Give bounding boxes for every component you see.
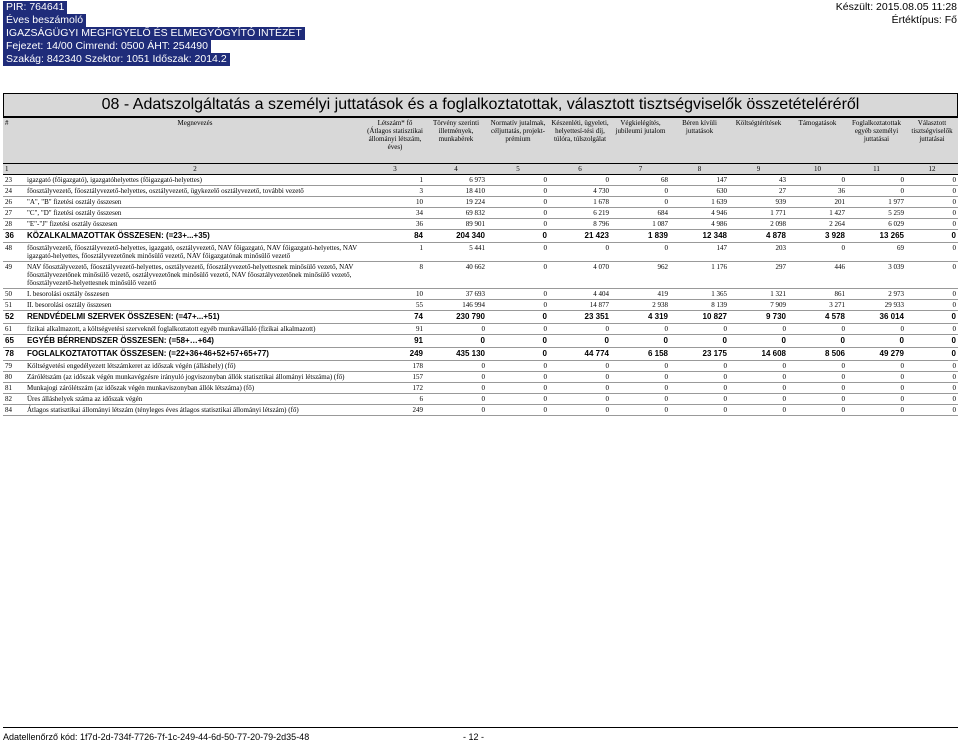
row-value: 0 <box>952 187 956 195</box>
row-value: 91 <box>414 336 423 345</box>
row-value: 1 639 <box>711 198 727 206</box>
table-row <box>3 197 958 208</box>
row-label: EGYÉB BÉRRENDSZER ÖSSZESEN: (=58+…+64) <box>27 336 214 345</box>
column-number: 6 <box>549 164 611 175</box>
data-table <box>3 117 958 416</box>
col-fringe: Béren kívüli juttatások <box>670 118 729 164</box>
verification-code: Adatellenőrző kód: 1f7d-2d-734f-7726-7f-1c-249-44-6d-50-77-20-79-2d35-48 <box>3 732 310 742</box>
column-number: 11 <box>847 164 906 175</box>
row-value: 0 <box>952 406 956 414</box>
column-number-row <box>3 164 958 175</box>
row-value: 0 <box>782 362 786 370</box>
row-value: 0 <box>481 362 485 370</box>
row-label: II. besorolási osztály összesen <box>27 301 112 309</box>
row-value: 1 771 <box>770 209 786 217</box>
column-number: 9 <box>729 164 788 175</box>
chapter-info: Fejezet: 14/00 Cimrend: 0500 ÁHT: 254490 <box>3 40 211 53</box>
row-value: 1 087 <box>652 220 668 228</box>
row-value: 204 340 <box>456 231 485 240</box>
column-number: 3 <box>365 164 425 175</box>
row-value: 0 <box>841 362 845 370</box>
row-value: 939 <box>775 198 786 206</box>
row-value: 0 <box>664 198 668 206</box>
row-value: 2 973 <box>888 290 904 298</box>
row-value: 0 <box>841 406 845 414</box>
row-value: 19 224 <box>465 198 485 206</box>
row-value: 0 <box>900 325 904 333</box>
row-value: 0 <box>723 406 727 414</box>
footer-divider <box>3 727 958 728</box>
column-number: 10 <box>788 164 847 175</box>
row-value: 419 <box>657 290 668 298</box>
col-salaries: Törvény szerinti illetmények, munkabérek <box>425 118 487 164</box>
row-value: 3 928 <box>824 231 845 240</box>
row-value: 0 <box>605 384 609 392</box>
column-number: 4 <box>425 164 487 175</box>
row-value: 23 351 <box>584 312 609 321</box>
row-value: 1 678 <box>593 198 609 206</box>
row-value: 0 <box>723 395 727 403</box>
row-value: 1 977 <box>888 198 904 206</box>
row-value: 2 938 <box>652 301 668 309</box>
row-id: 78 <box>5 349 14 358</box>
row-value: 0 <box>604 336 609 345</box>
column-number: 2 <box>25 164 365 175</box>
column-header-row <box>3 118 958 164</box>
row-value: 0 <box>542 312 547 321</box>
row-value: 6 <box>419 395 423 403</box>
table-row <box>3 311 958 324</box>
col-normative-bonus: Normatív jutalmak, céljuttatás, projekt-prémium <box>487 118 549 164</box>
row-value: 12 348 <box>702 231 727 240</box>
row-value: 6 973 <box>469 176 485 184</box>
row-label: főosztályvezető, főosztályvezető-helyettes, osztályvezető, ügykezelő osztályvezető, további vezető <box>27 187 304 195</box>
row-value: 0 <box>952 220 956 228</box>
row-value: 0 <box>781 336 786 345</box>
row-value: 8 796 <box>593 220 609 228</box>
column-number: 5 <box>487 164 549 175</box>
row-value: 1 176 <box>711 263 727 271</box>
row-value: 0 <box>840 336 845 345</box>
row-value: 0 <box>722 336 727 345</box>
table-row <box>3 219 958 230</box>
row-value: 0 <box>723 362 727 370</box>
row-value: 1 427 <box>829 209 845 217</box>
row-value: 8 506 <box>824 349 845 358</box>
row-value: 2 264 <box>829 220 845 228</box>
row-id: 48 <box>5 244 12 252</box>
row-value: 0 <box>782 406 786 414</box>
row-value: 0 <box>663 336 668 345</box>
table-row <box>3 383 958 394</box>
row-value: 0 <box>951 336 956 345</box>
row-value: 13 265 <box>879 231 904 240</box>
row-value: 0 <box>782 325 786 333</box>
row-value: 0 <box>605 176 609 184</box>
row-value: 0 <box>480 336 485 345</box>
table-row <box>3 230 958 243</box>
row-value: 249 <box>412 406 423 414</box>
row-label: Költségvetési engedélyezett létszámkeret az időszak végén (álláshely) (fő) <box>27 362 236 370</box>
row-value: 3 271 <box>829 301 845 309</box>
row-id: 82 <box>5 395 12 403</box>
row-value: 55 <box>416 301 423 309</box>
row-value: 10 <box>416 198 423 206</box>
table-row <box>3 262 958 289</box>
row-value: 172 <box>412 384 423 392</box>
row-value: 861 <box>834 290 845 298</box>
row-value: 0 <box>605 406 609 414</box>
row-value: 0 <box>605 362 609 370</box>
row-value: 0 <box>481 406 485 414</box>
row-value: 0 <box>952 301 956 309</box>
report-type: Éves beszámoló <box>3 14 86 27</box>
row-value: 6 029 <box>888 220 904 228</box>
row-value: 4 946 <box>711 209 727 217</box>
row-value: 0 <box>900 373 904 381</box>
column-number: 1 <box>3 164 25 175</box>
row-value: 23 175 <box>702 349 727 358</box>
row-value: 203 <box>775 244 786 252</box>
row-value: 37 693 <box>465 290 485 298</box>
row-value: 0 <box>900 395 904 403</box>
col-support: Támogatások <box>788 118 847 164</box>
row-value: 630 <box>716 187 727 195</box>
row-value: 4 986 <box>711 220 727 228</box>
row-value: 0 <box>543 362 547 370</box>
row-value: 0 <box>543 395 547 403</box>
col-reimbursement: Költségtérítések <box>729 118 788 164</box>
table-row <box>3 372 958 383</box>
row-value: 0 <box>899 336 904 345</box>
row-value: 0 <box>841 395 845 403</box>
row-value: 0 <box>951 349 956 358</box>
row-value: 6 158 <box>647 349 668 358</box>
row-id: 50 <box>5 290 12 298</box>
row-id: 28 <box>5 220 12 228</box>
row-value: 0 <box>543 301 547 309</box>
row-id: 51 <box>5 301 12 309</box>
row-value: 84 <box>414 231 423 240</box>
row-id: 65 <box>5 336 14 345</box>
table-row <box>3 405 958 416</box>
row-value: 10 827 <box>702 312 727 321</box>
row-value: 29 933 <box>884 301 904 309</box>
row-value: 0 <box>952 373 956 381</box>
row-value: 230 790 <box>456 312 485 321</box>
row-value: 0 <box>481 384 485 392</box>
row-id: 26 <box>5 198 12 206</box>
row-value: 69 832 <box>465 209 485 217</box>
row-value: 69 <box>897 244 904 252</box>
col-severance: Végkielégítés, jubileumi jutalom <box>611 118 670 164</box>
institution-name: IGAZSÁGÜGYI MEGFIGYELŐ ÉS ELMEGYÓGYÍTÓ INTÉZET <box>3 27 305 40</box>
row-id: 24 <box>5 187 12 195</box>
row-id: 36 <box>5 231 14 240</box>
row-value: 0 <box>543 384 547 392</box>
row-value: 1 <box>419 244 423 252</box>
row-value: 0 <box>605 244 609 252</box>
row-value: 0 <box>841 176 845 184</box>
table-row <box>3 243 958 262</box>
row-value: 5 259 <box>888 209 904 217</box>
created-timestamp: Készült: 2015.08.05 11:28 <box>835 1 957 13</box>
row-value: 157 <box>412 373 423 381</box>
row-label: "C", "D" fizetési osztály összesen <box>27 209 122 217</box>
row-value: 0 <box>605 325 609 333</box>
col-name: Megnevezés <box>25 118 365 164</box>
col-standby: Készenléti, ügyeleti, helyettesí-tési díj, túlóra, túlszolgálat <box>549 118 611 164</box>
row-label: főosztályvezető, főosztályvezető-helyettes, igazgató, osztályvezető, NAV főigazgató, NAV főigazgató-helyettes, NAV igazgató-helyettes, főosztályvezetőnek minősülő vezető, NAV főigazgatónak minősülő vezető <box>27 244 358 260</box>
row-value: 0 <box>543 176 547 184</box>
row-value: 0 <box>664 187 668 195</box>
table-row <box>3 300 958 311</box>
page-title: 08 - Adatszolgáltatás a személyi juttatások és a foglalkoztatottak, választott tisztségviselők összetételéréről <box>3 93 958 117</box>
row-id: 79 <box>5 362 12 370</box>
row-value: 297 <box>775 263 786 271</box>
row-label: Üres álláshelyek száma az időszak végén <box>27 395 143 403</box>
row-value: 0 <box>782 384 786 392</box>
column-number: 12 <box>906 164 958 175</box>
row-value: 3 <box>419 187 423 195</box>
row-value: 2 098 <box>770 220 786 228</box>
row-value: 147 <box>716 176 727 184</box>
row-label: I. besorolási osztály összesen <box>27 290 110 298</box>
row-value: 0 <box>543 187 547 195</box>
row-value: 0 <box>952 395 956 403</box>
row-value: 8 <box>419 263 423 271</box>
row-value: 0 <box>542 336 547 345</box>
row-label: NAV főosztályvezető, főosztályvezető-helyettes, osztályvezető, főosztályvezető-helyettesnek minősülő vezető, NAV főosztályvezetőnek minősülő vezető, osztályvezetőnek minősülő vezető, NAV főosztályvezetőnek minősülő vezető, főosztályvezető-helyettesnek minősülő vezető <box>27 263 354 287</box>
row-value: 5 441 <box>469 244 485 252</box>
row-value: 0 <box>664 362 668 370</box>
row-value: 4 578 <box>824 312 845 321</box>
table-row <box>3 324 958 335</box>
row-value: 21 423 <box>584 231 609 240</box>
row-value: 0 <box>782 373 786 381</box>
row-value: 0 <box>841 325 845 333</box>
row-value: 249 <box>409 349 423 358</box>
row-value: 0 <box>723 325 727 333</box>
row-label: Munkajogi zárólétszám (az időszak végén munkaviszonyban állók létszáma) (fő) <box>27 384 255 392</box>
row-id: 49 <box>5 263 12 271</box>
row-value: 3 039 <box>888 263 904 271</box>
row-value: 0 <box>900 362 904 370</box>
row-value: 4 070 <box>593 263 609 271</box>
row-value: 0 <box>952 290 956 298</box>
row-value: 0 <box>664 373 668 381</box>
col-other-personal: Foglalkoztatottak egyéb személyi juttatásai <box>847 118 906 164</box>
row-value: 1 839 <box>647 231 668 240</box>
row-value: 0 <box>952 244 956 252</box>
pir-number: PIR: 764641 <box>3 1 67 14</box>
row-value: 74 <box>414 312 423 321</box>
row-value: 89 901 <box>465 220 485 228</box>
table-row <box>3 186 958 197</box>
row-value: 1 365 <box>711 290 727 298</box>
column-number: 7 <box>611 164 670 175</box>
row-value: 0 <box>952 362 956 370</box>
row-value: 18 410 <box>465 187 485 195</box>
row-value: 0 <box>543 263 547 271</box>
row-id: 23 <box>5 176 12 184</box>
row-value: 0 <box>543 290 547 298</box>
row-value: 43 <box>779 176 786 184</box>
value-type: Értéktípus: Fő <box>891 14 957 26</box>
row-value: 0 <box>900 176 904 184</box>
row-value: 14 608 <box>761 349 786 358</box>
row-value: 0 <box>481 325 485 333</box>
col-headcount: Létszám* fő (Átlagos statisztikai állományi létszám, éves) <box>365 118 425 164</box>
row-value: 0 <box>723 373 727 381</box>
row-value: 36 <box>838 187 845 195</box>
row-value: 49 279 <box>879 349 904 358</box>
row-value: 0 <box>542 231 547 240</box>
row-value: 0 <box>723 384 727 392</box>
row-id: 81 <box>5 384 12 392</box>
row-value: 0 <box>543 209 547 217</box>
row-value: 0 <box>952 325 956 333</box>
row-value: 7 909 <box>770 301 786 309</box>
row-value: 0 <box>952 176 956 184</box>
row-value: 0 <box>664 244 668 252</box>
row-value: 0 <box>481 395 485 403</box>
sector-info: Szakág: 842340 Szektor: 1051 Időszak: 2014.2 <box>3 53 230 66</box>
row-value: 40 662 <box>465 263 485 271</box>
column-number: 8 <box>670 164 729 175</box>
row-label: KÖZALKALMAZOTTAK ÖSSZESEN: (=23+...+35) <box>27 231 210 240</box>
row-value: 0 <box>782 395 786 403</box>
row-value: 4 878 <box>765 231 786 240</box>
row-value: 0 <box>664 395 668 403</box>
row-value: 147 <box>716 244 727 252</box>
row-value: 146 994 <box>462 301 485 309</box>
row-value: 0 <box>951 312 956 321</box>
page-number: - 12 - <box>463 732 485 742</box>
row-value: 4 404 <box>593 290 609 298</box>
row-label: Zárólétszám (az időszak végén munkavégzésre irányuló jogviszonyban állók statisztikai állományi létszáma) (fő) <box>27 373 345 381</box>
row-value: 91 <box>416 325 423 333</box>
row-value: 435 130 <box>456 349 485 358</box>
row-value: 10 <box>416 290 423 298</box>
col-elected-officials: Választott tisztségviselők juttatásai <box>906 118 958 164</box>
row-value: 0 <box>542 349 547 358</box>
row-value: 0 <box>543 406 547 414</box>
row-value: 684 <box>657 209 668 217</box>
row-value: 14 877 <box>589 301 609 309</box>
row-label: igazgató (főigazgató), igazgatóhelyettes (főigazgató-helyettes) <box>27 176 202 184</box>
row-value: 0 <box>951 231 956 240</box>
row-value: 4 319 <box>647 312 668 321</box>
row-value: 962 <box>657 263 668 271</box>
row-value: 0 <box>841 384 845 392</box>
row-value: 1 <box>419 176 423 184</box>
row-value: 27 <box>779 187 786 195</box>
row-id: 80 <box>5 373 12 381</box>
table-row <box>3 361 958 372</box>
row-value: 0 <box>664 384 668 392</box>
row-value: 178 <box>412 362 423 370</box>
row-label: fizikai alkalmazott, a költségvetési szerveknél foglalkoztatott egyéb munkavállaló (fizikai alkalmazott) <box>27 325 316 333</box>
row-value: 0 <box>900 384 904 392</box>
row-id: 52 <box>5 312 14 321</box>
row-value: 68 <box>661 176 668 184</box>
row-id: 61 <box>5 325 12 333</box>
row-value: 0 <box>605 395 609 403</box>
row-label: "A", "B" fizetési osztály összesen <box>27 198 122 206</box>
row-id: 84 <box>5 406 12 414</box>
table-row <box>3 175 958 186</box>
row-value: 0 <box>952 384 956 392</box>
row-value: 0 <box>952 198 956 206</box>
row-value: 0 <box>664 406 668 414</box>
row-value: 8 139 <box>711 301 727 309</box>
row-value: 446 <box>834 263 845 271</box>
row-value: 0 <box>543 373 547 381</box>
report-meta <box>836 1 957 27</box>
row-value: 1 321 <box>770 290 786 298</box>
row-value: 0 <box>543 198 547 206</box>
row-value: 6 219 <box>593 209 609 217</box>
row-value: 36 <box>416 220 423 228</box>
row-value: 36 014 <box>879 312 904 321</box>
row-label: Átlagos statisztikai állományi létszám (tényleges éves átlagos statisztikai állományi létszám) (fő) <box>27 406 299 414</box>
report-header <box>3 1 305 66</box>
row-label: "E"-"J" fizetési osztály összesen <box>27 220 118 228</box>
table-row <box>3 348 958 361</box>
row-value: 0 <box>543 220 547 228</box>
table-body <box>3 175 958 416</box>
row-value: 0 <box>952 263 956 271</box>
table-row <box>3 394 958 405</box>
row-value: 0 <box>543 244 547 252</box>
row-value: 0 <box>543 325 547 333</box>
row-value: 201 <box>834 198 845 206</box>
row-value: 9 730 <box>765 312 786 321</box>
row-value: 0 <box>900 406 904 414</box>
table-row <box>3 335 958 348</box>
row-id: 27 <box>5 209 12 217</box>
row-value: 0 <box>481 373 485 381</box>
row-value: 44 774 <box>584 349 609 358</box>
row-value: 4 730 <box>593 187 609 195</box>
row-value: 0 <box>605 373 609 381</box>
row-value: 0 <box>841 373 845 381</box>
table-row <box>3 208 958 219</box>
table-row <box>3 289 958 300</box>
row-value: 0 <box>900 187 904 195</box>
row-label: FOGLALKOZTATOTTAK ÖSSZESEN: (=22+36+46+52+57+65+77) <box>27 349 269 358</box>
row-value: 0 <box>841 244 845 252</box>
row-label: RENDVÉDELMI SZERVEK ÖSSZESEN: (=47+...+51) <box>27 312 220 321</box>
row-value: 34 <box>416 209 423 217</box>
row-value: 0 <box>952 209 956 217</box>
row-value: 0 <box>664 325 668 333</box>
col-hash: # <box>3 118 25 164</box>
